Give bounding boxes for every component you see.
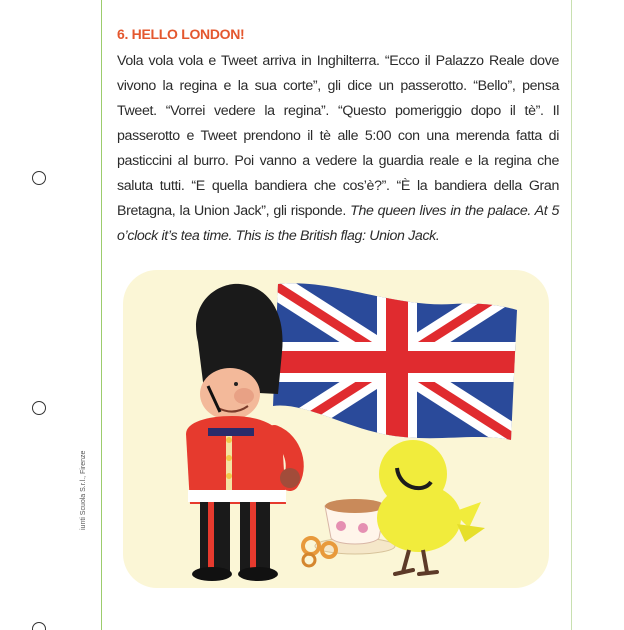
right-margin-line (571, 0, 572, 630)
story-text (117, 49, 559, 249)
illustration-art (123, 270, 549, 588)
union-jack-flag (263, 274, 533, 454)
margin-line (101, 0, 102, 630)
section-title: 6. HELLO LONDON! (117, 26, 245, 42)
yellow-bird (377, 440, 485, 574)
binder-hole (32, 401, 46, 415)
binder-hole (32, 171, 46, 185)
illustration-panel (123, 270, 549, 588)
story-italian: Vola vola vola e Tweet arriva in Inghilterra. “Ecco il Palazzo Reale dove vivono la regina e la sua corte”, gli dice un passerotto. “Bello”, pensa Tweet. “Vorrei vedere la regina”. “Questo pomeriggio dopo il tè”. Il passerotto e Tweet prendono il tè alle 5:00 con una merenda fatta di pasticcini al burro. Poi vanno a vedere la guardia reale e la regina che saluta tutti. “E quella bandiera che cos’è?”. “È la bandiera della Gran Bretagna, la Union Jack”, gli risponde. (117, 53, 559, 219)
publisher-credit: iunti Scuola S.r.l., Firenze (80, 450, 87, 530)
binder-hole (32, 622, 46, 630)
story-english: The queen lives in the palace. At 5 o’clock it’s tea time. This is the British flag: Union Jack. (117, 203, 560, 244)
